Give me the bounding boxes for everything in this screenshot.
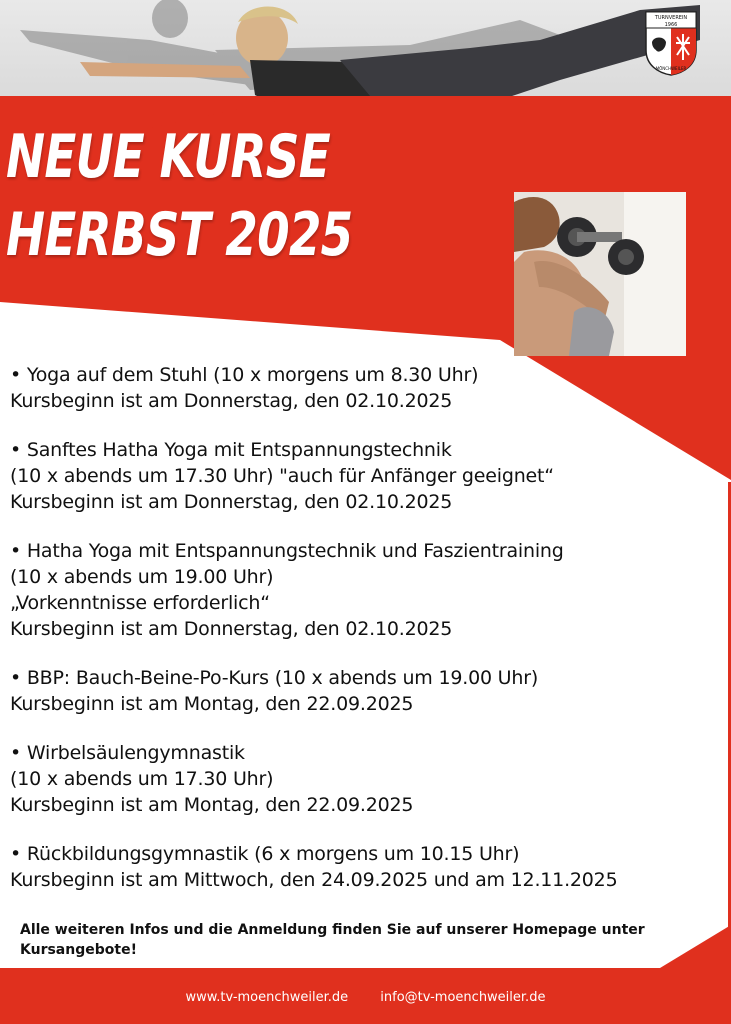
course-line: Kursbeginn ist am Donnerstag, den 02.10.2025 bbox=[10, 491, 453, 513]
course-line: Kursbeginn ist am Montag, den 22.09.2025 bbox=[10, 794, 414, 816]
course-line: • BBP: Bauch-Beine-Po-Kurs (10 x abends um 19.00 Uhr) bbox=[10, 667, 539, 689]
flyer-title bbox=[6, 118, 352, 274]
footer-links bbox=[0, 990, 731, 1005]
title-line-1: NEUE KURSE bbox=[6, 122, 330, 192]
course-line: Kursbeginn ist am Montag, den 22.09.2025 bbox=[10, 693, 414, 715]
course-line: Kursbeginn ist am Mittwoch, den 24.09.2025 und am 12.11.2025 bbox=[10, 869, 618, 891]
course-line: (10 x abends um 17.30 Uhr) bbox=[10, 768, 274, 790]
course-line: • Sanftes Hatha Yoga mit Entspannungstechnik bbox=[10, 439, 452, 461]
course-line: Kursbeginn ist am Donnerstag, den 02.10.2025 bbox=[10, 618, 453, 640]
course-line: • Wirbelsäulengymnastik bbox=[10, 742, 245, 764]
website-link[interactable]: www.tv-moenchweiler.de bbox=[185, 990, 349, 1005]
course-item bbox=[10, 740, 710, 818]
dumbbell-illustration bbox=[514, 192, 686, 356]
course-line: Kursbeginn ist am Donnerstag, den 02.10.2025 bbox=[10, 390, 453, 412]
course-line: • Hatha Yoga mit Entspannungstechnik und Faszientraining bbox=[10, 540, 564, 562]
course-line: • Rückbildungsgymnastik (6 x morgens um 10.15 Uhr) bbox=[10, 843, 520, 865]
svg-text:1966: 1966 bbox=[664, 22, 678, 28]
course-item bbox=[10, 362, 710, 414]
course-list bbox=[10, 362, 710, 916]
club-crest-icon bbox=[644, 10, 698, 76]
info-note: Alle weiteren Infos und die Anmeldung finden Sie auf unserer Homepage unter Kursangebote! bbox=[20, 922, 645, 958]
course-line: „Vorkenntnisse erforderlich“ bbox=[10, 592, 270, 614]
club-logo bbox=[644, 10, 698, 76]
email-link[interactable]: info@tv-moenchweiler.de bbox=[380, 990, 546, 1005]
course-line: (10 x abends um 19.00 Uhr) bbox=[10, 566, 274, 588]
svg-text:TURNVEREIN: TURNVEREIN bbox=[654, 15, 688, 21]
course-item bbox=[10, 841, 710, 893]
course-line: • Yoga auf dem Stuhl (10 x morgens um 8.30 Uhr) bbox=[10, 364, 479, 386]
course-item bbox=[10, 538, 710, 642]
svg-text:MÖNCHWEILER: MÖNCHWEILER bbox=[655, 66, 687, 71]
dumbbell-photo bbox=[514, 192, 686, 356]
title-line-2: HERBST 2025 bbox=[6, 200, 353, 270]
course-item bbox=[10, 665, 710, 717]
course-item bbox=[10, 437, 710, 515]
course-line: (10 x abends um 17.30 Uhr) "auch für Anfänger geeignet“ bbox=[10, 465, 554, 487]
